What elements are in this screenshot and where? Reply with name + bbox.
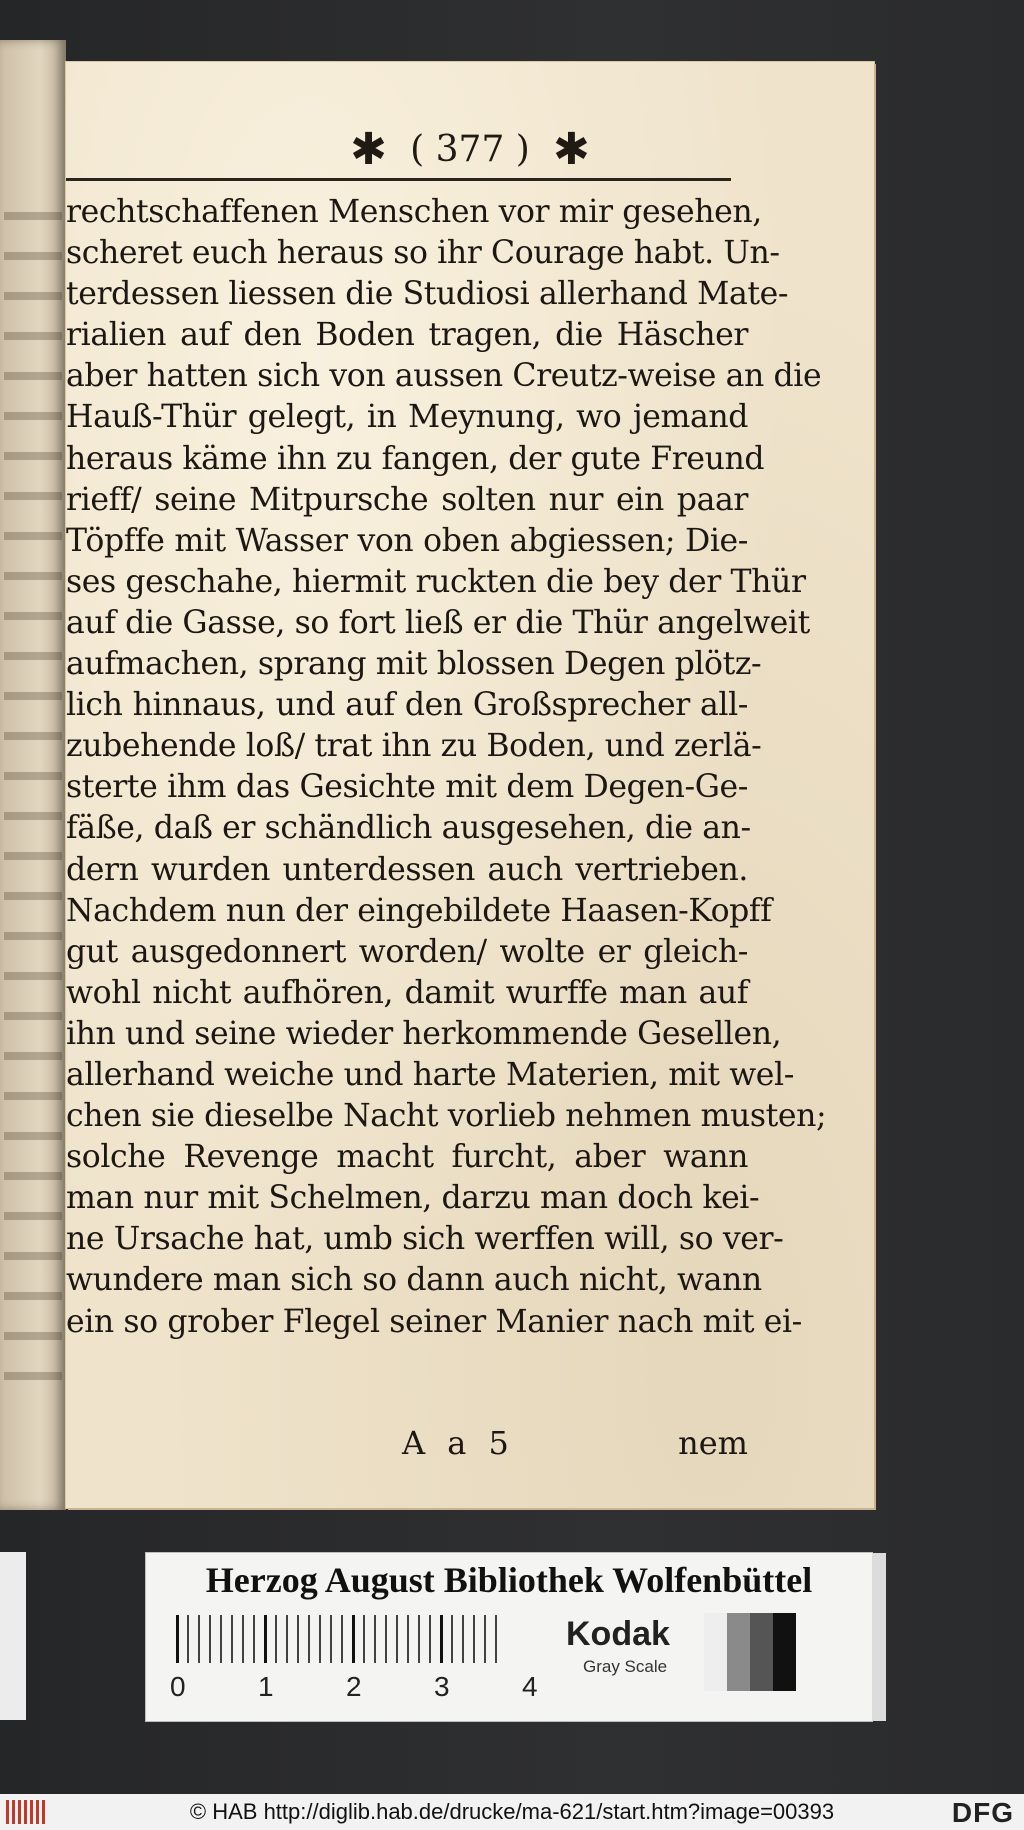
source-url: © HAB http://diglib.hab.de/drucke/ma-621/start.htm?image=00393 (189, 1799, 835, 1824)
text-line: fäße, daß er schändlich ausgesehen, die an- (66, 810, 751, 847)
ornament-left-icon: ✱ (350, 124, 388, 175)
text-line: gut ausgedonnert worden/ wolte er gleich- (66, 933, 748, 970)
catchword: nem (678, 1424, 748, 1462)
text-line: rieff/ seine Mitpursche solten nur ein paar (66, 481, 748, 518)
card-edge (872, 1553, 886, 1721)
text-line: solche Revenge macht furcht, aber wann (66, 1139, 748, 1176)
text-line: chen sie dieselbe Nacht vorlieb nehmen musten; (66, 1098, 827, 1135)
text-line: scheret euch heraus so ihr Courage habt. Un- (66, 235, 780, 272)
header-rule (66, 178, 731, 181)
text-line: Hauß-Thür gelegt, in Meynung, wo jemand (66, 399, 748, 436)
previous-page-text-bleed (4, 190, 62, 1410)
text-line: allerhand weiche und harte Materien, mit wel- (66, 1056, 794, 1093)
text-line: terdessen liessen die Studiosi allerhand Mate- (66, 276, 789, 313)
text-line: ein so grober Flegel seiner Manier nach mit ei- (66, 1303, 802, 1340)
text-line: dern wurden unterdessen auch vertrieben. (66, 851, 748, 888)
text-line: rialien auf den Boden tragen, die Häscher (66, 317, 748, 354)
text-line: ihn und seine wieder herkommende Gesellen, (66, 1015, 782, 1052)
gray-patch (727, 1613, 750, 1691)
kodak-logo: Kodak (566, 1615, 670, 1653)
text-line: wohl nicht aufhören, damit wurffe man auf (66, 974, 748, 1011)
text-line: zubehende loß/ trat ihn zu Boden, und zerlä- (66, 728, 762, 765)
text-line: sterte ihm das Gesichte mit dem Degen-Ge- (66, 769, 748, 806)
ruler-label: 1 (258, 1671, 274, 1702)
page-footer (66, 1424, 748, 1464)
ruler-major-ticks (176, 1615, 506, 1663)
ruler (170, 1615, 596, 1713)
ruler-label: 3 (434, 1671, 450, 1702)
text-line: rechtschaffenen Menschen vor mir gesehen, (66, 194, 762, 230)
gray-scale-patches (704, 1613, 796, 1691)
ruler-label: 2 (346, 1671, 362, 1702)
gray-patch (773, 1613, 796, 1691)
page-number: ( 377 ) (410, 129, 530, 170)
text-line: aufmachen, sprang mit blossen Degen plötz- (66, 646, 762, 683)
text-line: auf die Gasse, so fort ließ er die Thür angelweit (66, 604, 810, 641)
body-text (66, 192, 827, 1343)
dfg-logo: DFG (951, 1797, 1014, 1828)
text-line: lich hinnaus, und auf den Großsprecher all- (66, 687, 748, 724)
text-line: heraus käme ihn zu fangen, der gute Freund (66, 440, 765, 477)
book-page (66, 62, 874, 1508)
text-line: ne Ursache hat, umb sich werffen will, so ver- (66, 1221, 784, 1258)
text-line: Nachdem nun der eingebildete Haasen-Kopff (66, 892, 772, 929)
signature-mark: A a 5 (402, 1424, 515, 1462)
card-title: Herzog August Bibliothek Wolfenbüttel (205, 1560, 813, 1600)
ruler-label: 4 (522, 1671, 538, 1702)
footer-bar (0, 1794, 1024, 1830)
previous-page-edge (0, 40, 66, 1510)
text-line: aber hatten sich von aussen Creutz-weise an die (66, 358, 822, 395)
text-line: wundere man sich so dann auch nicht, wann (66, 1262, 762, 1299)
ruler-label: 0 (170, 1671, 186, 1702)
ruler-labels (170, 1671, 596, 1707)
color-reference-card (145, 1552, 873, 1722)
adjacent-card-edge (0, 1552, 26, 1720)
gray-patch (750, 1613, 773, 1691)
text-line: man nur mit Schelmen, darzu man doch kei- (66, 1180, 760, 1217)
page-header (66, 124, 874, 184)
gray-scale-label: Gray Scale (583, 1657, 668, 1676)
ornament-right-icon: ✱ (552, 124, 590, 175)
text-line: ses geschahe, hiermit ruckten die bey der Thür (66, 563, 806, 600)
text-line: Töpffe mit Wasser von oben abgiessen; Die- (66, 522, 748, 559)
gray-patch (704, 1613, 727, 1691)
